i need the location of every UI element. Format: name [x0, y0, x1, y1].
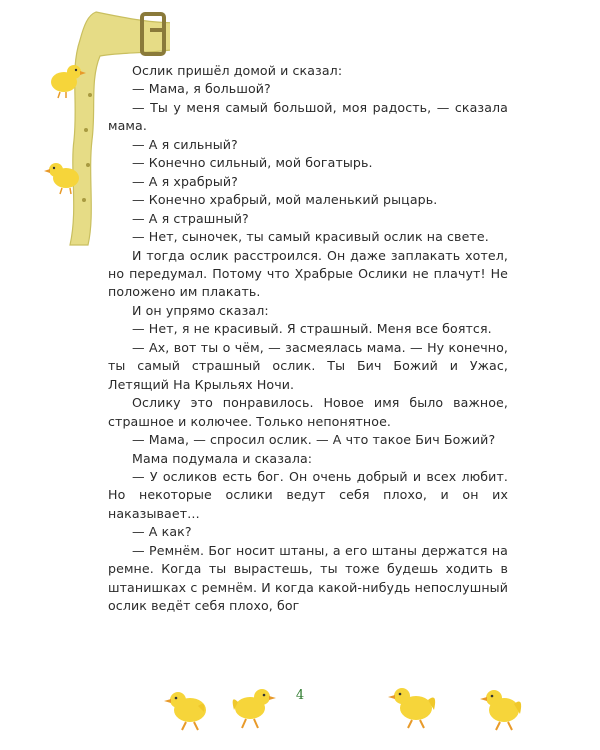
paragraph: — А я страшный? — [132, 210, 249, 226]
paragraph: — Конечно храбрый, мой маленький рыцарь. — [132, 192, 438, 208]
paragraph: — Мама, я большой? — [132, 81, 271, 97]
paragraph: — Ремнём. Бог носит штаны, а его штаны держатся на ремне. Когда ты вырастешь, ты тоже будешь ходить в штанишках с ремнём. И когда какой-нибудь непослушный ослик ведёт себя плохо, бог — [108, 542, 508, 614]
paragraph: — Нет, я не красивый. Я страшный. Меня все боятся. — [132, 321, 492, 337]
page-number: 4 — [295, 688, 305, 703]
belt-hole — [86, 163, 90, 167]
paragraph: — А я храбрый? — [132, 173, 238, 189]
paragraph: Ослик пришёл домой и сказал: — [132, 63, 343, 78]
paragraph: — А я сильный? — [132, 136, 238, 152]
paragraph: — Конечно сильный, мой богатырь. — [132, 155, 373, 171]
paragraph: И тогда ослик расстроился. Он даже заплакать хотел, но передумал. Потому что Храбрые Ослики не плачут! Не положено им плакать. — [108, 247, 508, 300]
paragraph: — Нет, сыночек, ты самый красивый ослик на свете. — [132, 229, 489, 245]
paragraph: — А как? — [132, 524, 192, 540]
buckle-prong — [150, 28, 166, 32]
paragraph: — Ты у меня самый большой, моя радость, — сказала мама. — [108, 99, 508, 134]
paragraph: Ослику это понравилось. Новое имя было важное, страшное и колючее. Только непонятное. — [108, 395, 508, 429]
paragraph: И он упрямо сказал: — [132, 302, 269, 318]
belt-hole — [82, 198, 86, 202]
paragraph: — Мама, — спросил ослик. — А что такое Бич Божий? — [132, 432, 496, 448]
paragraph: — У осликов есть бог. Он очень добрый и всех любит. Но некоторые ослики ведут себя плохо, и он их наказывает… — [108, 468, 508, 521]
story-text — [108, 62, 508, 616]
chick-illustration — [160, 686, 220, 734]
chick-illustration — [384, 682, 444, 732]
paragraph: — Ах, вот ты о чём, — засмеялась мама. — Ну конечно, ты самый страшный ослик. Ты Бич Божий и Ужас, Летящий На Крыльях Ночи. — [108, 339, 508, 392]
chick-illustration — [478, 684, 534, 734]
chick-illustration — [224, 684, 280, 732]
paragraph: Мама подумала и сказала: — [132, 450, 313, 466]
belt-hole — [84, 128, 88, 132]
belt-hole — [88, 93, 92, 97]
